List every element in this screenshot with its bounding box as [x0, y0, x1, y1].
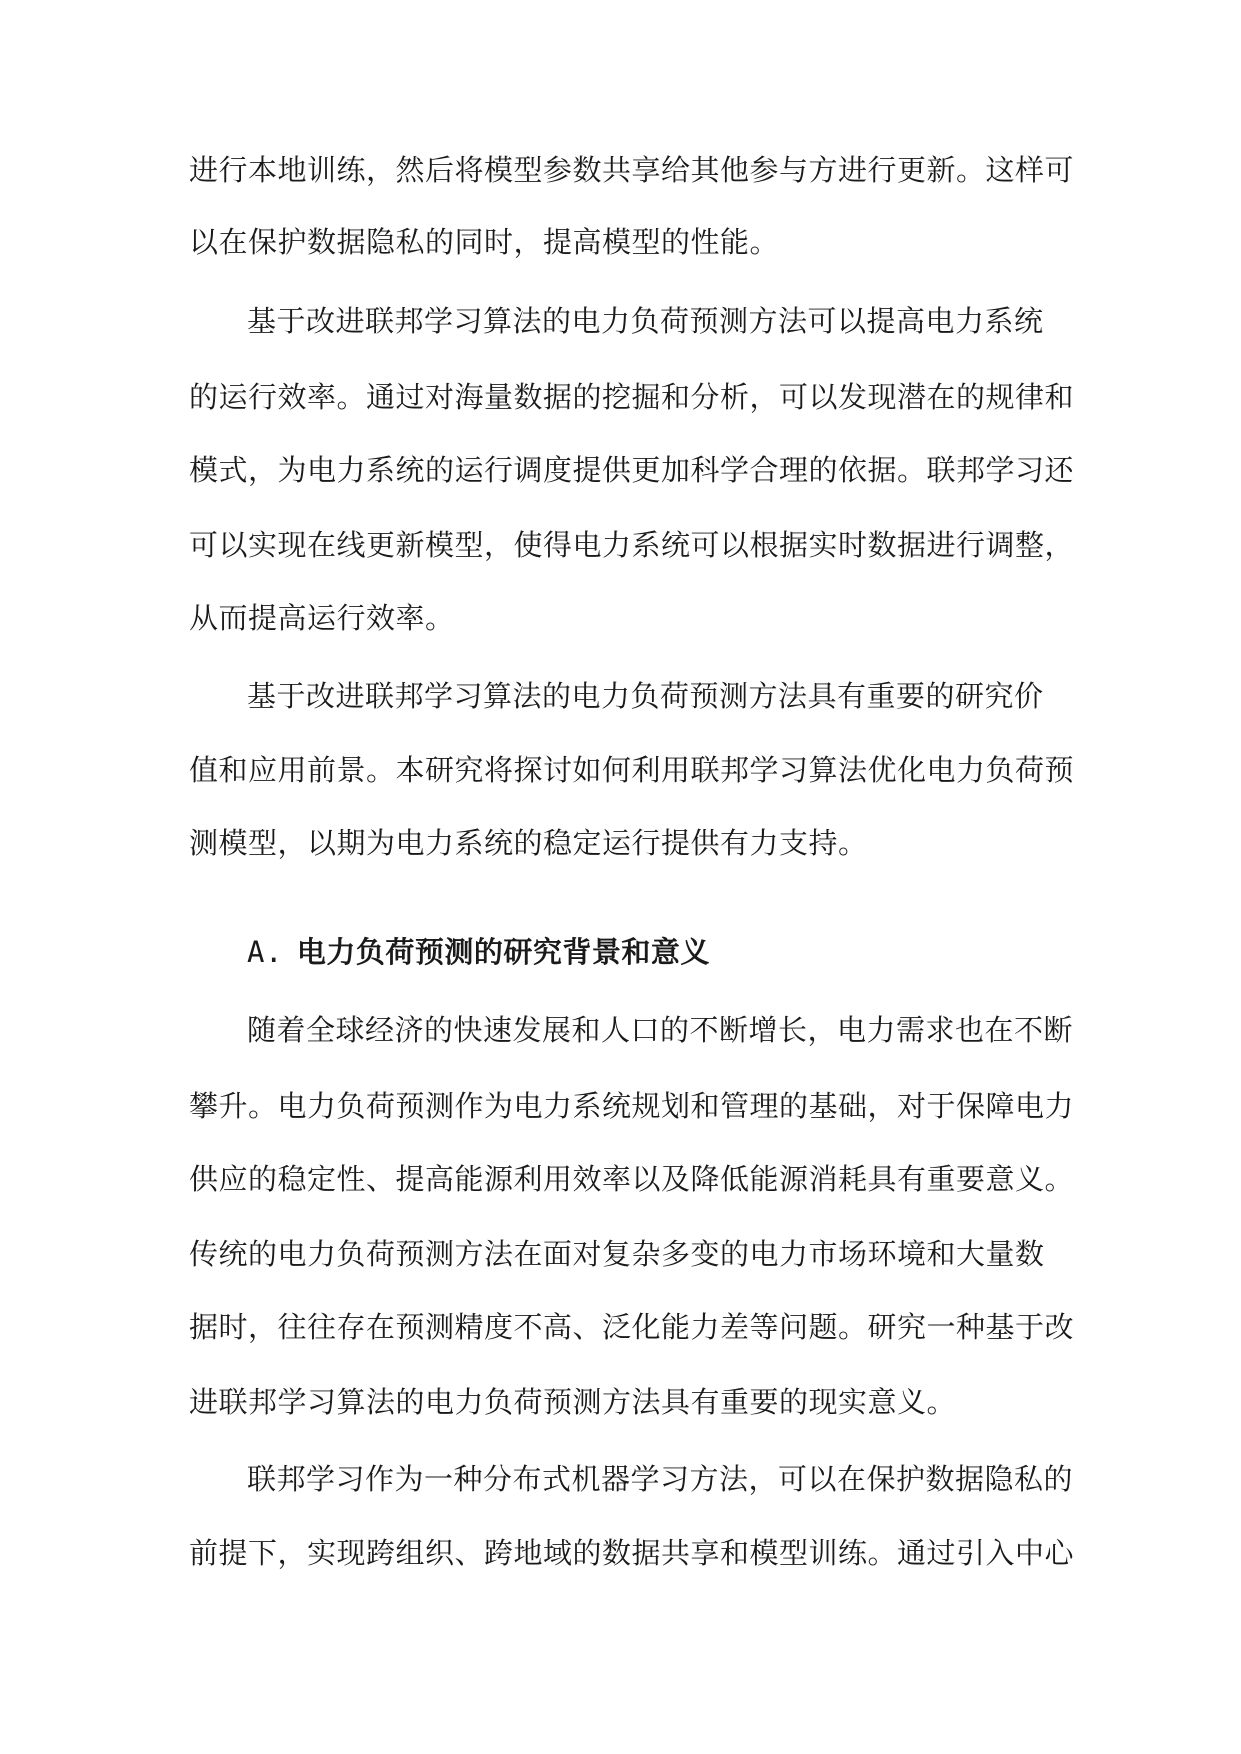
section-paragraph-2-line-1: 联邦学习作为一种分布式机器学习方法，可以在保护数据隐私的: [247, 1462, 1074, 1496]
paragraph-1-line-1: 进行本地训练，然后将模型参数共享给其他参与方进行更新。这样可: [189, 153, 1075, 187]
section-paragraph-1-line-4: 传统的电力负荷预测方法在面对复杂多变的电力市场环境和大量数: [189, 1237, 1045, 1271]
section-title: 电力负荷预测的研究背景和意义: [296, 935, 710, 969]
section-paragraph-1-line-2: 攀升。电力负荷预测作为电力系统规划和管理的基础，对于保障电力: [189, 1089, 1075, 1123]
paragraph-3-line-2: 值和应用前景。本研究将探讨如何利用联邦学习算法优化电力负荷预: [189, 753, 1075, 787]
paragraph-1-line-2: 以在保护数据隐私的同时，提高模型的性能。: [189, 225, 780, 259]
paragraph-3-line-1: 基于改进联邦学习算法的电力负荷预测方法具有重要的研究价: [247, 679, 1044, 713]
paragraph-2-line-3: 模式，为电力系统的运行调度提供更加科学合理的依据。联邦学习还: [189, 453, 1075, 487]
paragraph-2-line-5: 从而提高运行效率。: [189, 601, 455, 635]
section-heading: [247, 934, 710, 970]
section-paragraph-1-line-5: 据时，往往存在预测精度不高、泛化能力差等问题。研究一种基于改: [189, 1310, 1075, 1344]
paragraph-2-line-4: 可以实现在线更新模型，使得电力系统可以根据实时数据进行调整，: [189, 528, 1075, 562]
paragraph-2-line-2: 的运行效率。通过对海量数据的挖掘和分析，可以发现潜在的规律和: [189, 380, 1075, 414]
section-paragraph-1-line-3: 供应的稳定性、提高能源利用效率以及降低能源消耗具有重要意义。: [189, 1162, 1075, 1196]
paragraph-3-line-3: 测模型，以期为电力系统的稳定运行提供有力支持。: [189, 826, 868, 860]
section-label: A.: [247, 935, 283, 969]
section-paragraph-2-line-2: 前提下，实现跨组织、跨地域的数据共享和模型训练。通过引入中心: [189, 1536, 1075, 1570]
paragraph-2-line-1: 基于改进联邦学习算法的电力负荷预测方法可以提高电力系统: [247, 304, 1044, 338]
section-paragraph-1-line-6: 进联邦学习算法的电力负荷预测方法具有重要的现实意义。: [189, 1385, 957, 1419]
section-paragraph-1-line-1: 随着全球经济的快速发展和人口的不断增长，电力需求也在不断: [247, 1013, 1074, 1047]
